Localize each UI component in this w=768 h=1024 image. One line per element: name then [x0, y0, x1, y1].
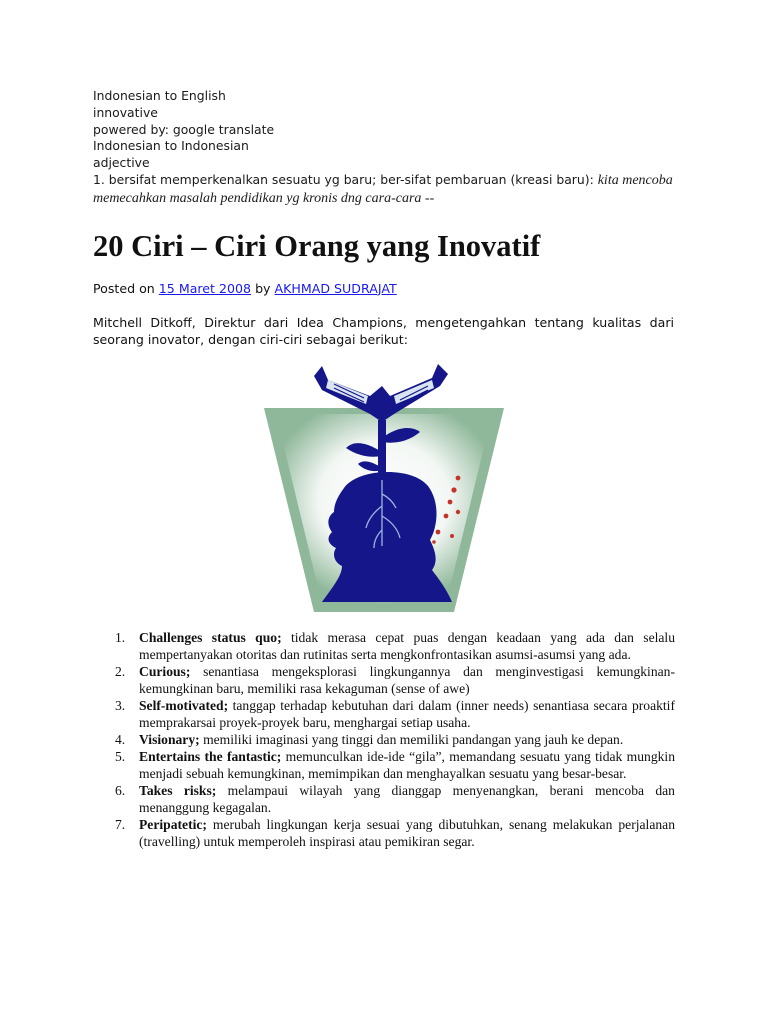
post-meta [93, 280, 674, 297]
item-number: 1. [115, 630, 126, 645]
header-line: Indonesian to Indonesian [93, 138, 249, 154]
posted-by: by [251, 280, 275, 296]
translation-header [93, 88, 674, 208]
item-description: merubah lingkungan kerja sesuai yang dibutuhkan, senang melakukan perjalanan (travelling) untuk memperoleh inspirasi atau pemikiran segar. [139, 817, 675, 849]
item-term: Self-motivated; [139, 698, 229, 713]
list-item [103, 816, 675, 850]
intro-paragraph: Mitchell Ditkoff, Direktur dari Idea Champions, mengetengahkan tentang kualitas dari seorang inovator, dengan ciri-ciri sebagai berikut: [93, 314, 674, 347]
item-description: memiliki imaginasi yang tinggi dan memiliki pandangan yang jauh ke depan. [199, 732, 624, 747]
item-number: 6. [115, 783, 126, 798]
definition-line [93, 172, 674, 208]
list-item [103, 731, 675, 748]
list-item [103, 663, 675, 697]
item-number: 3. [115, 698, 126, 713]
item-term: Peripatetic; [139, 817, 207, 832]
list-item [103, 697, 675, 731]
header-line: Indonesian to English [93, 88, 226, 103]
definition-text: 1. bersifat memperkenalkan sesuatu yg baru; ber-sifat pembaruan (kreasi baru): [93, 171, 598, 187]
list-item [103, 629, 675, 663]
item-number: 2. [115, 664, 126, 679]
item-term: Visionary; [139, 732, 200, 747]
header-line: powered by: google translate [93, 121, 275, 137]
item-term: Takes risks; [139, 783, 217, 798]
posted-prefix: Posted on [93, 280, 159, 296]
item-number: 4. [115, 732, 126, 747]
item-description: memunculkan ide-ide “gila”, memandang sesuatu yang tidak mungkin menjadi sebuah kemungkinan, memimpikan dan menghayalkan sesuatu yang besar-besar. [139, 749, 675, 781]
item-term: Entertains the fantastic; [139, 749, 282, 764]
post-date-link[interactable]: 15 Maret 2008 [158, 280, 252, 296]
head-with-book-and-sprout-logo [262, 356, 506, 614]
header-line: innovative [93, 104, 158, 120]
list-item [103, 782, 675, 816]
item-description: melampaui wilayah yang dianggap menyenangkan, berani mencoba dan menanggung kegagalan. [139, 783, 675, 815]
definition-example: kita mencoba memecahkan masalah pendidikan yg kronis dng cara-cara -- [93, 172, 673, 206]
item-description: tanggap terhadap kebutuhan dari dalam (inner needs) senantiasa secara proaktif memprakarsai proyek-proyek baru, menghargai setiap usaha. [139, 698, 675, 730]
innovator-traits-list [103, 629, 675, 850]
header-line: adjective [93, 155, 150, 171]
item-number: 5. [115, 749, 126, 764]
item-description: senantiasa mengeksplorasi lingkungannya dan menginvestigasi kemungkinan-kemungkinan baru, memiliki rasa kekaguman (sense of awe) [139, 664, 675, 696]
item-term: Curious; [139, 664, 191, 679]
article-title: 20 Ciri – Ciri Orang yang Inovatif [93, 228, 541, 263]
item-number: 7. [115, 817, 126, 832]
author-link[interactable]: AKHMAD SUDRAJAT [274, 280, 397, 296]
document-page [93, 88, 674, 348]
item-description: tidak merasa cepat puas dengan keadaan yang ada dan selalu mempertanyakan otoritas dan rutinitas serta mengkonfrontasikan asumsi-asumsi yang ada. [139, 630, 675, 662]
list-item [103, 748, 675, 782]
item-term: Challenges status quo; [139, 630, 282, 645]
